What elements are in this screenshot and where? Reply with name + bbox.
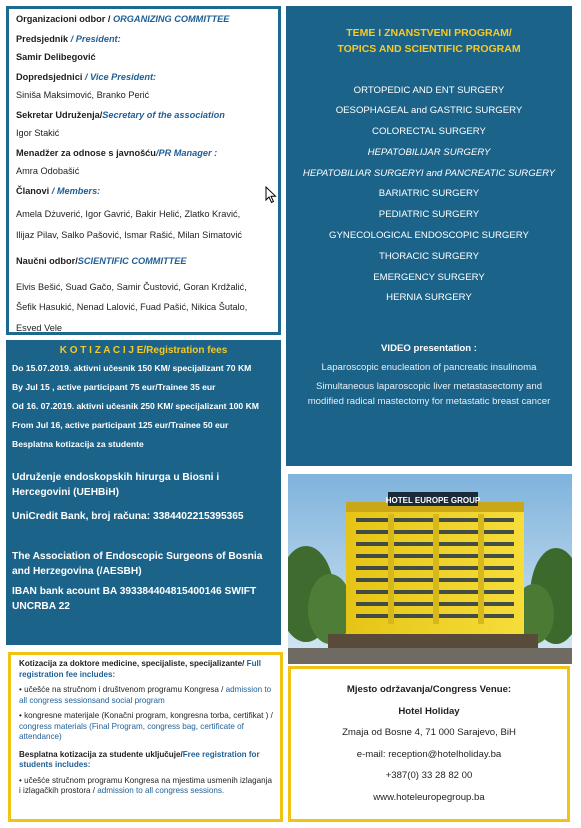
- topics-title: TEME I ZNANSTVENI PROGRAM/ TOPICS AND SCIENTIFIC PROGRAM: [337, 27, 521, 55]
- list-item: Ilijaz Pilav, Salko Pašović, Ismar Rašić, Milan Simatović: [16, 229, 243, 240]
- list-item: BARIATRIC SURGERY: [378, 188, 480, 200]
- list-item: Šefik Hasukić, Nenad Lalović, Fuad Pašić, Nikica Šutalo,: [16, 302, 248, 312]
- secretary-heading: Sekretar Udruženja/Secretary of the association: [16, 109, 225, 120]
- list-item: HEPATOBILIAR SURGERYI and PANCREATIC SURGERY: [302, 167, 556, 179]
- vice-president-heading: Dopredsjednici / Vice President:: [16, 71, 157, 82]
- vice-president-names: Siniša Maksimović, Branko Perić: [16, 90, 150, 100]
- pr-name: Amra Odobašić: [16, 166, 80, 176]
- hotel-building-image: [288, 474, 572, 664]
- fee-line: By Jul 15 , active participant 75 eur/Trainee 35 eur: [12, 382, 216, 392]
- list-item: Esved Vele: [16, 322, 62, 333]
- president-name: Samir Delibegović: [16, 52, 96, 62]
- venue-address: Zmaja od Bosne 4, 71 000 Sarajevo, BiH: [342, 727, 516, 738]
- list-item: HEPATOBILIJAR SURGERY: [367, 146, 491, 158]
- secretary-name: Igor Stakić: [16, 128, 60, 138]
- list-item: • učešće na stručnom i društvenom programu Kongresa / admission to all congress sessionsand social program: [19, 685, 272, 705]
- fee-line: Do 15.07.2019. aktivni učesnik 150 KM/ specijalizant 70 KM: [12, 363, 252, 373]
- list-item: COLORECTAL SURGERY: [372, 126, 486, 138]
- includes-heading: Kotizacija za doktore medicine, specijaliste, specijalizante/ Full registration fee includes:: [19, 659, 262, 679]
- mouse-cursor-icon: [265, 186, 277, 204]
- list-item: PEDIATRIC SURGERY: [378, 209, 480, 221]
- committee-heading: Organizacioni odbor / ORGANIZING COMMITTEE: [16, 14, 230, 24]
- venue-name: Hotel Holiday: [398, 705, 460, 717]
- hotel-photo: [288, 474, 572, 664]
- student-includes-heading: Besplatna kotizacija za studente uključuje/Free registration for students includes:: [19, 749, 260, 770]
- video-presentation-heading: VIDEO presentation :: [381, 343, 477, 355]
- list-item: ORTOPEDIC AND ENT SURGERY: [353, 84, 505, 96]
- list-item: • kongresne materijale (Konačni program, kongresna torba, certifikat ) / congress materials (Final Program, congress bag, certificate of attendance): [19, 711, 273, 742]
- fee-line: Od 16. 07.2019. aktivni učesnik 250 KM/ specijalizant 100 KM: [12, 401, 259, 411]
- members-heading: Članovi / Members:: [16, 185, 101, 196]
- venue-email[interactable]: e-mail: reception@hotelholiday.ba: [356, 748, 502, 760]
- congress-venue-panel: [288, 666, 570, 822]
- topics-panel: [286, 6, 572, 466]
- fee-line: From Jul 16, active participant 125 eur/Trainee 50 eur: [12, 420, 229, 430]
- registration-includes-panel: [8, 652, 283, 822]
- list-item: OESOPHAGEAL and GASTRIC SURGERY: [335, 105, 523, 117]
- association-name-en: The Association of Endoscopic Surgeons of Bosnia and Herzegovina (/AESBH): [12, 551, 263, 578]
- pr-heading: Menadžer za odnose s javnošću/PR Manager :: [16, 147, 218, 158]
- members-list: [16, 209, 278, 241]
- registration-fees-panel: [6, 340, 281, 645]
- hotel-sign: HOTEL EUROPE GROUP: [385, 496, 481, 505]
- list-item: THORACIC SURGERY: [378, 250, 480, 262]
- bank-account: UniCredit Bank, broj računa: 3384402215395365: [12, 510, 244, 522]
- iban-swift: IBAN bank acount BA 393384404815400146 SWIFT UNCRBA 22: [12, 585, 257, 612]
- president-heading: Predsjednik / President:: [16, 33, 121, 44]
- list-item: Elvis Bešić, Suad Gačo, Samir Čustović, Goran Krdžalić,: [16, 281, 247, 292]
- list-item: HERNIA SURGERY: [386, 292, 472, 304]
- scientific-members-list: [16, 282, 278, 335]
- association-name: Udruženje endoskopskih hirurga u Biosni i Hercegovini (UEHBiH): [12, 472, 220, 498]
- list-item: Amela Dżuverić, Igor Gavrić, Bakir Helić, Zlatko Kravić,: [16, 209, 241, 219]
- list-item: GYNECOLOGICAL ENDOSCOPIC SURGERY: [329, 230, 529, 242]
- list-item: EMERGENCY SURGERY: [373, 271, 485, 283]
- fee-line: Besplatna kotizacija za studente: [12, 439, 144, 449]
- topics-list: [286, 81, 572, 310]
- scientific-committee-heading: Naučni odbor/SCIENTIFIC COMMITTEE: [16, 256, 187, 266]
- venue-phone: +387(0) 33 28 82 00: [385, 770, 473, 781]
- list-item: • učešće stručnom programu Kongresa na mjestima usmenih izlaganja i izlagačkih prostora / admission to all congress sessions.: [19, 775, 272, 796]
- video-item: Simultaneous laparoscopic liver metastasectomy and modified radical mastectomy for metastatic breast cancer: [307, 381, 551, 407]
- organizing-committee-panel: [6, 6, 281, 335]
- video-item: Laparoscopic enucleation of pancreatic insulinoma: [321, 362, 537, 374]
- venue-title: Mjesto održavanja/Congress Venue:: [346, 684, 512, 695]
- venue-website-link[interactable]: www.hoteleuropegroup.ba: [373, 791, 485, 803]
- fees-title: K O T I Z A C I J E/Registration fees: [59, 345, 228, 356]
